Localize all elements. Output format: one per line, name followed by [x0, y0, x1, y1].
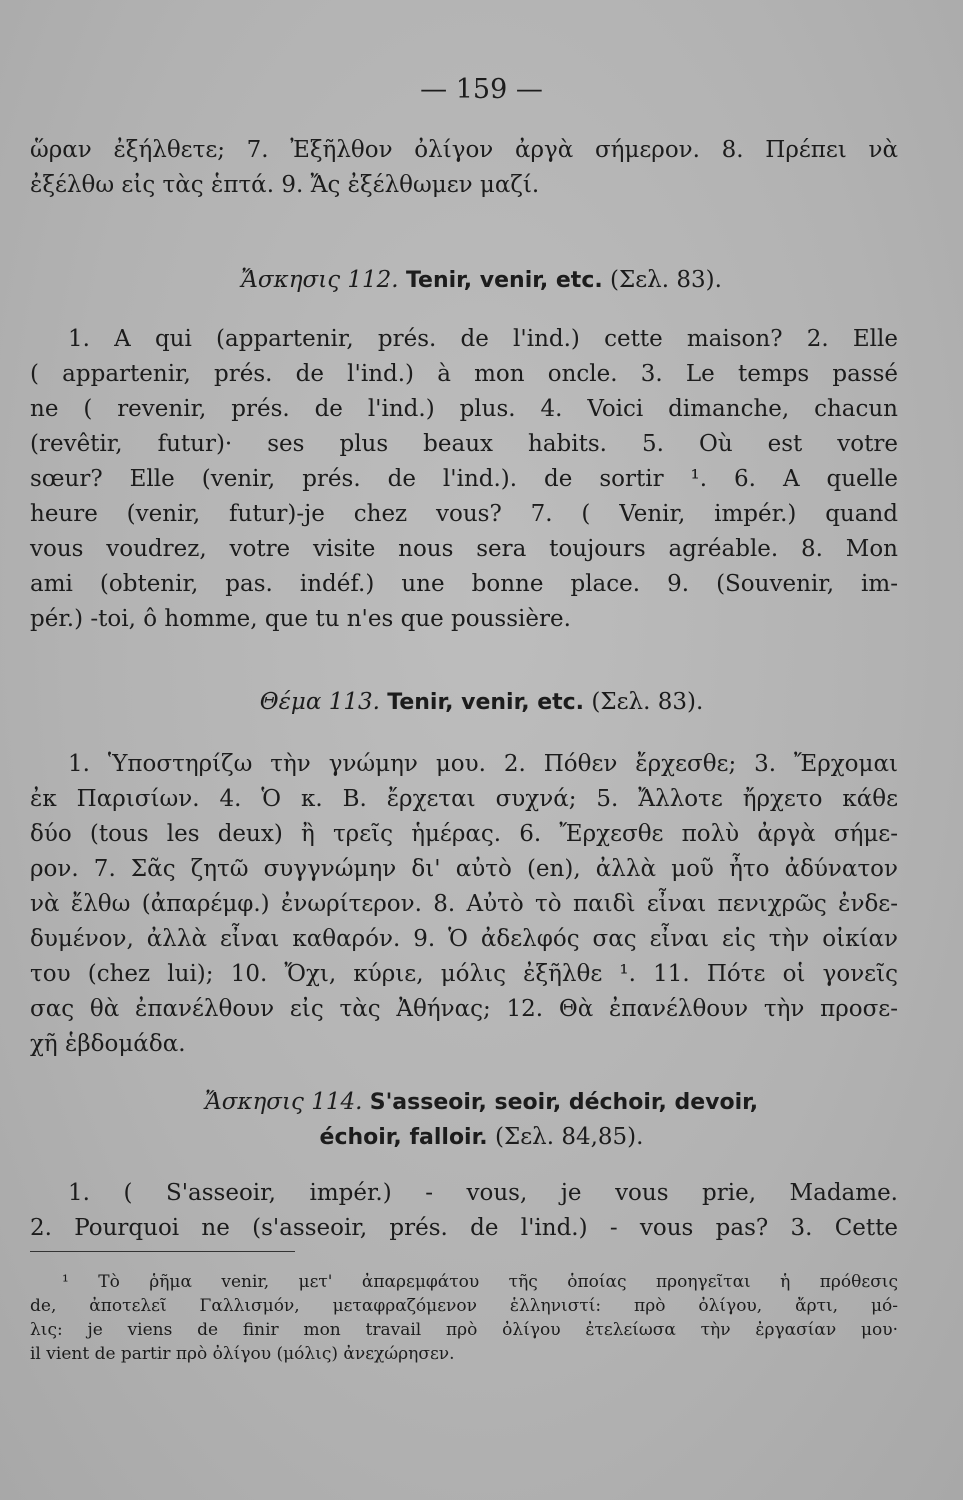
text-line: ρον. 7. Σᾶς ζητῶ συγγνώμην δι' αὐτὸ (en), ἀλλὰ μοῦ ἦτο ἀδύνατον: [30, 856, 898, 882]
page-number: — 159 —: [420, 74, 543, 105]
text-line: σας θὰ ἐπανέλθουν εἰς τὰς Ἀθήνας; 12. Θὰ ἐπανέλθουν τὴν προσε-: [30, 996, 898, 1022]
heading-greek-word: Θέμα: [259, 689, 322, 715]
exercise-112-heading: [0, 267, 963, 293]
text-line: vous voudrez, votre visite nous sera toujours agréable. 8. Mon: [30, 536, 898, 562]
text-line: δύο (tous les deux) ἢ τρεῖς ἡμέρας. 6. Ἔρχεσθε πολὺ ἀργὰ σήμε-: [30, 821, 898, 847]
text-line: pér.) -toi, ô homme, que tu n'es que poussière.: [30, 606, 571, 632]
text-line: heure (venir, futur)-je chez vous? 7. ( Venir, impér.) quand: [30, 501, 898, 527]
heading-page-ref: (Σελ. 84,85).: [494, 1124, 644, 1150]
text-line: νὰ ἔλθω (ἀπαρέμφ.) ἐνωρίτερον. 8. Αὐτὸ τὸ παιδὶ εἶναι πενιχρῶς ἐνδε-: [30, 891, 898, 917]
text-line: ἐκ Παρισίων. 4. Ὁ κ. Β. ἔρχεται συχνά; 5. Ἄλλοτε ἤρχετο κάθε: [30, 786, 898, 812]
heading-number: 113.: [328, 689, 380, 715]
heading-french-title: Tenir, venir, etc.: [387, 690, 585, 715]
text-line: ne ( revenir, prés. de l'ind.) plus. 4. Voici dimanche, chacun: [30, 396, 898, 422]
text-line: ( appartenir, prés. de l'ind.) à mon oncle. 3. Le temps passé: [30, 361, 898, 387]
exercise-113-text: [30, 747, 898, 1062]
text-line: 2. Pourquoi ne (s'asseoir, prés. de l'ind.) - vous pas? 3. Cette: [30, 1215, 898, 1241]
text-line: δυμένον, ἀλλὰ εἶναι καθαρόν. 9. Ὁ ἀδελφός σας εἶναι εἰς τὴν οἰκίαν: [30, 926, 898, 952]
text-line: 1. A qui (appartenir, prés. de l'ind.) cette maison? 2. Elle: [68, 326, 898, 352]
heading-page-ref: (Σελ. 83).: [610, 267, 722, 293]
heading-french-title-cont: échoir, falloir.: [319, 1125, 488, 1150]
heading-french-title: Tenir, venir, etc.: [405, 268, 603, 293]
text-line: 1. ( S'asseoir, impér.) - vous, je vous prie, Madame.: [68, 1180, 898, 1206]
exercise-114-text: [30, 1176, 898, 1246]
exercise-113-heading: [0, 689, 963, 715]
continuation-paragraph: [30, 133, 898, 203]
footnote-divider: [30, 1251, 295, 1252]
text-line: (revêtir, futur)· ses plus beaux habits. 5. Où est votre: [30, 431, 898, 457]
text-line: του (chez lui); 10. Ὄχι, κύριε, μόλις ἐξῆλθε ¹. 11. Πότε οἱ γονεῖς: [30, 961, 898, 987]
footnote: [30, 1270, 898, 1366]
text-line: sœur? Elle (venir, prés. de l'ind.). de sortir ¹. 6. A quelle: [30, 466, 898, 492]
text-line: ami (obtenir, pas. indéf.) une bonne place. 9. (Souvenir, im-: [30, 571, 898, 597]
text-line: ἐξέλθω εἰς τὰς ἑπτά. 9. Ἄς ἐξέλθωμεν μαζί.: [30, 172, 540, 198]
text-line: χῆ ἑβδομάδα.: [30, 1031, 186, 1057]
exercise-114-heading: [0, 1085, 963, 1155]
text-line: 1. Ὑποστηρίζω τὴν γνώμην μου. 2. Πόθεν ἔρχεσθε; 3. Ἔρχομαι: [68, 751, 898, 777]
heading-number: 114.: [311, 1089, 363, 1115]
text-line: ὥραν ἐξήλθετε; 7. Ἐξῆλθον ὀλίγον ἀργὰ σήμερον. 8. Πρέπει νὰ: [30, 137, 898, 163]
heading-french-title: S'asseoir, seoir, déchoir, devoir,: [369, 1090, 759, 1115]
heading-number: 112.: [347, 267, 399, 293]
footnote-line: ¹ Τὸ ῥῆμα venir, μετ' ἀπαρεμφάτου τῆς ὁποίας προηγεῖται ἡ πρόθεσις: [62, 1272, 898, 1292]
heading-greek-word: Ἄσκησις: [204, 1089, 304, 1115]
exercise-112-text: [30, 322, 898, 637]
footnote-line: de, ἀποτελεῖ Γαλλισμόν, μεταφραζόμενον ἑλληνιστί: πρὸ ὀλίγου, ἄρτι, μό-: [30, 1296, 898, 1316]
heading-greek-word: Ἄσκησις: [241, 267, 341, 293]
footnote-line: λις: je viens de finir mon travail πρὸ ὀλίγου ἐτελείωσα τὴν ἐργασίαν μου·: [30, 1320, 898, 1340]
heading-page-ref: (Σελ. 83).: [591, 689, 704, 715]
footnote-line: il vient de partir πρὸ ὀλίγου (μόλις) ἀνεχώρησεν.: [30, 1344, 455, 1364]
